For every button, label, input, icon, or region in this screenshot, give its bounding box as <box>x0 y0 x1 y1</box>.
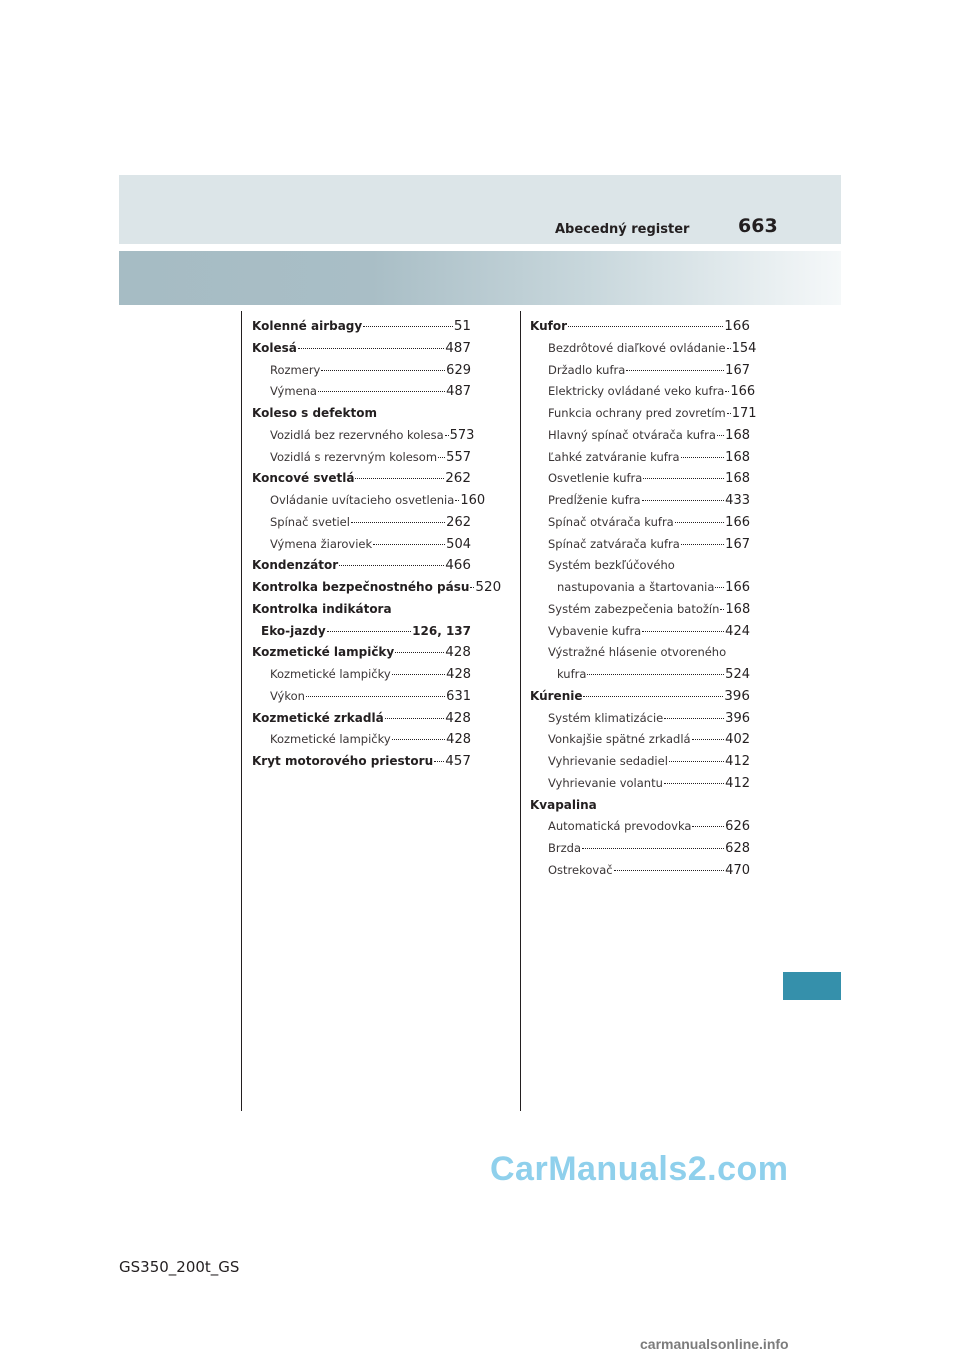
index-page-ref[interactable]: 262 <box>445 470 471 487</box>
leader-dots <box>643 478 724 479</box>
index-page-ref[interactable]: 168 <box>725 471 750 487</box>
index-label: Výmena žiaroviek <box>270 536 373 551</box>
index-page-ref[interactable]: 160 <box>460 493 486 508</box>
index-entry[interactable] <box>530 708 750 730</box>
index-label: Výstražné hlásenie otvoreného <box>548 645 727 660</box>
index-entry[interactable] <box>252 381 471 403</box>
index-label: Kúrenie <box>530 688 583 703</box>
index-page-ref[interactable]: 629 <box>446 362 471 378</box>
index-entry[interactable] <box>530 751 750 773</box>
index-entry[interactable] <box>252 708 471 730</box>
index-page-ref[interactable]: 573 <box>449 427 475 443</box>
index-heading[interactable] <box>530 795 750 817</box>
index-entry[interactable] <box>252 642 471 664</box>
leader-dots <box>717 435 724 436</box>
index-page-ref[interactable]: 626 <box>725 819 750 835</box>
index-label: Spínač otvárača kufra <box>548 514 674 529</box>
leader-dots <box>727 348 731 349</box>
leader-dots <box>727 413 731 414</box>
leader-dots <box>692 826 724 827</box>
index-page-ref[interactable]: 167 <box>725 536 750 552</box>
index-entry[interactable] <box>530 773 750 795</box>
index-page-ref[interactable]: 433 <box>725 493 750 508</box>
index-page-ref[interactable]: 154 <box>731 340 757 356</box>
index-entry[interactable] <box>252 468 471 490</box>
index-label: Spínač svetiel <box>270 514 350 529</box>
index-entry[interactable] <box>252 316 471 338</box>
index-page-ref[interactable]: 402 <box>725 732 750 748</box>
index-entry[interactable] <box>530 512 750 534</box>
index-label: Systém zabezpečenia batožín <box>548 601 720 616</box>
site-logo: carmanualsonline.info <box>640 1336 789 1352</box>
index-label: Koleso s defektom <box>252 406 378 420</box>
index-entry[interactable] <box>530 447 750 469</box>
leader-dots <box>318 391 445 392</box>
leader-dots <box>681 544 724 545</box>
index-entry[interactable] <box>252 729 471 751</box>
index-page-ref[interactable]: 428 <box>445 644 471 661</box>
index-page-ref[interactable]: 51 <box>453 318 471 334</box>
index-label: Kozmetické lampičky <box>252 645 395 660</box>
index-entry[interactable] <box>530 729 750 751</box>
leader-dots <box>720 609 724 610</box>
index-page-ref[interactable]: 428 <box>445 709 471 726</box>
index-label: Funkcia ochrany pred zovretím <box>548 406 726 420</box>
index-label: Osvetlenie kufra <box>548 471 643 486</box>
index-entry[interactable] <box>530 686 750 708</box>
index-entry[interactable] <box>252 490 486 512</box>
index-entry[interactable] <box>252 360 471 382</box>
leader-dots <box>715 587 724 588</box>
index-page-ref[interactable]: 168 <box>725 601 751 617</box>
index-page-ref[interactable]: 470 <box>725 862 750 878</box>
chapter-tab-marker <box>783 972 841 1000</box>
index-page-ref[interactable]: 168 <box>725 449 750 465</box>
index-label: Koncové svetlá <box>252 471 355 486</box>
index-entry[interactable] <box>252 664 471 686</box>
index-page-ref[interactable]: 166 <box>725 514 750 530</box>
index-label: kufra <box>557 667 587 681</box>
leader-dots <box>298 348 444 349</box>
header-band <box>119 175 841 244</box>
index-entry[interactable] <box>530 403 757 425</box>
index-page-ref[interactable]: 428 <box>446 732 471 748</box>
index-page-ref[interactable]: 487 <box>445 339 471 356</box>
index-entry[interactable] <box>530 838 750 860</box>
index-label: Vyhrievanie sedadiel <box>548 754 668 768</box>
index-label: Ľahké zatváranie kufra <box>548 449 680 464</box>
index-label: Držadlo kufra <box>548 362 626 377</box>
index-page-ref[interactable]: 628 <box>725 841 750 856</box>
index-label: Ovládanie uvítacieho osvetlenia <box>270 493 455 507</box>
leader-dots <box>692 739 725 740</box>
index-label: Eko-jazdy <box>261 623 326 638</box>
index-page-ref[interactable]: 520 <box>475 579 502 595</box>
index-label: Systém klimatizácie <box>548 710 664 725</box>
index-entry[interactable] <box>252 621 471 643</box>
leader-dots <box>395 652 444 653</box>
index-label: Bezdrôtové diaľkové ovládanie <box>548 340 726 355</box>
index-page-ref[interactable]: 166 <box>725 580 750 595</box>
index-label: Vyhrievanie volantu <box>548 775 663 790</box>
index-page-ref[interactable]: 396 <box>724 687 750 704</box>
index-page-ref[interactable]: 167 <box>725 362 750 378</box>
index-label: Kryt motorového priestoru <box>252 754 434 768</box>
leader-dots <box>681 457 725 458</box>
index-entry[interactable] <box>530 816 750 838</box>
index-label: Ostrekovač <box>548 862 613 877</box>
leader-dots <box>664 718 724 719</box>
index-label: Vybavenie kufra <box>548 623 642 638</box>
index-label: Kontrolka indikátora <box>252 601 392 616</box>
leader-dots <box>306 696 445 697</box>
model-code: GS350_200t_GS <box>119 1258 240 1276</box>
index-entry[interactable] <box>530 577 750 599</box>
index-page-ref[interactable]: 396 <box>725 710 750 726</box>
index-heading[interactable] <box>530 642 750 664</box>
index-page-ref[interactable]: 466 <box>445 557 471 574</box>
index-heading[interactable] <box>252 599 471 621</box>
index-label: Hlavný spínač otvárača kufra <box>548 427 716 442</box>
index-label: Automatická prevodovka <box>548 819 692 834</box>
right-column-rule <box>520 311 521 1111</box>
index-page-ref[interactable]: 166 <box>730 384 756 400</box>
index-entry[interactable] <box>252 447 471 469</box>
index-label: Elektricky ovládané veko kufra <box>548 384 725 399</box>
index-entry[interactable] <box>530 360 750 382</box>
index-heading[interactable] <box>252 403 471 425</box>
index-column-left <box>252 316 502 773</box>
leader-dots <box>725 391 729 392</box>
index-entry[interactable] <box>252 425 475 447</box>
index-page-ref[interactable]: 487 <box>446 384 471 400</box>
index-label: Výkon <box>270 688 305 703</box>
leader-dots <box>614 870 725 871</box>
index-entry[interactable] <box>252 555 471 577</box>
leader-dots <box>392 739 446 740</box>
leader-dots <box>321 370 445 371</box>
leader-dots <box>583 696 723 697</box>
leader-dots <box>470 587 474 588</box>
index-entry[interactable] <box>252 534 471 556</box>
index-entry[interactable] <box>530 664 750 686</box>
index-column-right <box>530 316 757 882</box>
index-label: Kufor <box>530 319 568 333</box>
index-heading[interactable] <box>530 555 750 577</box>
index-label: Spínač zatvárača kufra <box>548 536 680 551</box>
leader-dots <box>363 326 453 327</box>
header-title: Abecedný register <box>555 222 690 237</box>
index-entry[interactable] <box>530 599 750 621</box>
leader-dots <box>385 718 445 719</box>
index-entry[interactable] <box>252 577 502 599</box>
leader-dots <box>664 783 724 784</box>
index-entry[interactable] <box>530 425 750 447</box>
index-entry[interactable] <box>252 338 471 360</box>
index-page-ref[interactable]: 631 <box>446 688 471 704</box>
leader-dots <box>327 631 411 632</box>
index-entry[interactable] <box>252 751 471 773</box>
index-page-ref[interactable]: 412 <box>725 754 750 769</box>
index-page-ref[interactable]: 557 <box>446 449 471 465</box>
index-label: Kvapalina <box>530 797 597 812</box>
index-label: Vozidlá bez rezervného kolesa <box>270 427 444 442</box>
leader-dots <box>642 500 725 501</box>
index-label: Kozmetické lampičky <box>270 732 391 747</box>
leader-dots <box>582 848 724 849</box>
index-entry[interactable] <box>252 512 471 534</box>
leader-dots <box>568 326 723 327</box>
index-label: Kozmetické lampičky <box>270 667 391 681</box>
index-label: Vozidlá s rezervným kolesom <box>270 449 438 464</box>
leader-dots <box>339 565 444 566</box>
index-label: Výmena <box>270 384 317 399</box>
index-page-ref[interactable]: 424 <box>725 623 750 639</box>
leader-dots <box>445 435 449 436</box>
index-page-ref[interactable]: 166 <box>724 318 750 334</box>
index-page-ref[interactable]: 262 <box>446 514 471 530</box>
leader-dots <box>392 674 446 675</box>
index-page-ref[interactable]: 412 <box>725 775 750 791</box>
index-label: Kondenzátor <box>252 558 339 573</box>
index-entry[interactable] <box>530 338 757 360</box>
section-band <box>119 251 841 305</box>
index-label: Predĺženie kufra <box>548 493 641 507</box>
index-entry[interactable] <box>530 534 750 556</box>
index-page-ref[interactable]: 428 <box>446 667 471 682</box>
index-entry[interactable] <box>530 316 750 338</box>
index-entry[interactable] <box>530 468 750 490</box>
leader-dots <box>373 544 445 545</box>
page-number: 663 <box>738 215 778 237</box>
leader-dots <box>438 457 445 458</box>
index-label: Systém bezkľúčového <box>548 558 675 573</box>
index-entry[interactable] <box>252 686 471 708</box>
index-page-ref[interactable]: 457 <box>445 753 471 769</box>
index-label: Vonkajšie spätné zrkadlá <box>548 732 691 747</box>
index-entry[interactable] <box>530 621 750 643</box>
leader-dots <box>351 522 445 523</box>
leader-dots <box>587 674 724 675</box>
index-label: Rozmery <box>270 362 321 377</box>
index-entry[interactable] <box>530 381 756 403</box>
left-column-rule <box>241 311 242 1111</box>
index-label: Kozmetické zrkadlá <box>252 710 384 725</box>
leader-dots <box>626 370 724 371</box>
leader-dots <box>675 522 724 523</box>
index-label: Kolesá <box>252 340 297 355</box>
index-label: Kolenné airbagy <box>252 319 363 333</box>
leader-dots <box>434 761 444 762</box>
index-page-ref[interactable]: 171 <box>731 406 757 421</box>
index-label: Kontrolka bezpečnostného pásu <box>252 580 470 594</box>
leader-dots <box>355 478 444 479</box>
leader-dots <box>642 631 724 632</box>
index-entry[interactable] <box>530 860 750 882</box>
index-label: nastupovania a štartovania <box>557 580 715 594</box>
index-page-ref[interactable]: 126, 137 <box>412 623 471 638</box>
index-page-ref[interactable]: 504 <box>446 536 471 552</box>
index-page-ref[interactable]: 524 <box>725 667 750 682</box>
watermark-logo: CarManuals2.com <box>490 1150 789 1188</box>
leader-dots <box>669 761 724 762</box>
index-label: Brzda <box>548 841 582 855</box>
leader-dots <box>455 500 459 501</box>
index-page-ref[interactable]: 168 <box>725 427 750 443</box>
index-entry[interactable] <box>530 490 750 512</box>
